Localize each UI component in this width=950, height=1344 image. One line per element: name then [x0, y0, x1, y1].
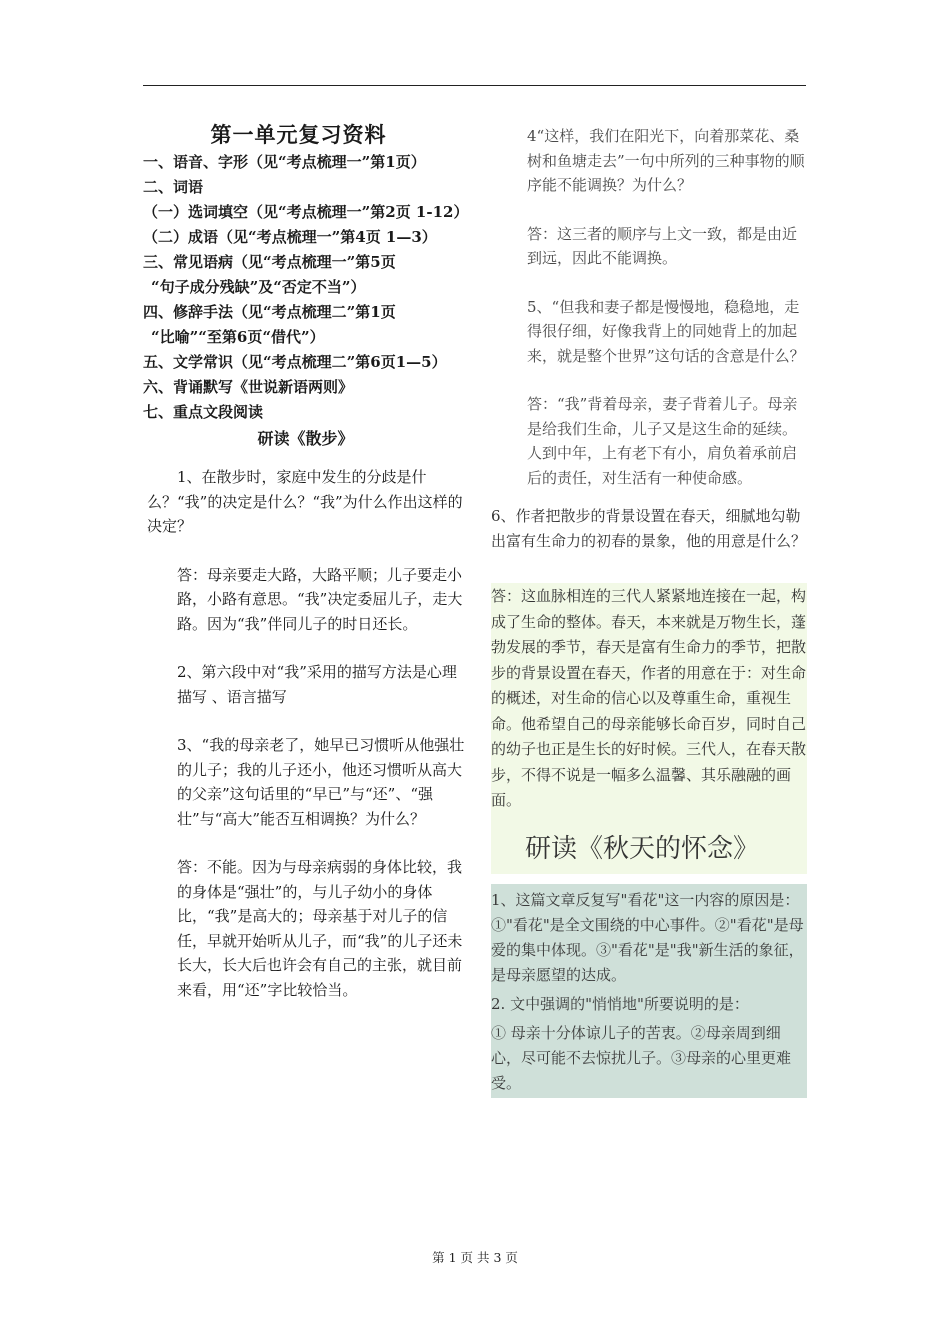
- autumn-question-2: 2. 文中强调的"悄悄地"所要说明的是：: [491, 994, 749, 1013]
- left-column: [143, 120, 468, 1002]
- question-6: 6、作者把散步的背景设置在春天，细腻地勾勒出富有生命力的初春的景象，他的用意是什么？: [491, 507, 807, 550]
- toc-item: 三、常见语病（见“考点梳理一”第5页: [143, 253, 396, 271]
- toc-item: 四、修辞手法（见“考点梳理二”第1页: [143, 303, 396, 321]
- answer-4: 答：这三者的顺序与上文一致，都是由近到远，因此不能调换。: [527, 224, 798, 267]
- highlight-teal-block: [491, 884, 807, 1098]
- toc-item: （一）选词填空（见“考点梳理一”第2页 1-12）: [143, 203, 469, 221]
- question-1: 1、在散步时，家庭中发生的分歧是什么？“我”的决定是什么？“我”为什么作出这样的决定？: [147, 468, 463, 535]
- toc-item: 七、重点文段阅读: [143, 403, 264, 421]
- toc-item: 一、语音、字形（见“考点梳理一”第1页）: [143, 153, 426, 171]
- toc-item: 五、文学常识（见“考点梳理二”第6页1—5）: [143, 353, 447, 371]
- page-title: 第一单元复习资料: [210, 122, 387, 147]
- toc-item: 六、背诵默写《世说新语两则》: [143, 378, 354, 396]
- question-2: 2、第六段中对“我”采用的描写方法是心理描写 、语言描写: [177, 663, 457, 706]
- toc-item: 二、词语: [143, 178, 204, 196]
- section-title-autumn: 研读《秋天的怀念》: [525, 833, 760, 864]
- answer-1: 答：母亲要走大路，大路平顺；儿子要走小路，小路有意思。“我”决定委屈儿子，走大路。因为“我”伴同儿子的时日还长。: [177, 565, 463, 633]
- section-title-sanbu: 研读《散步》: [257, 429, 354, 448]
- right-column: [491, 124, 809, 1098]
- autumn-answer-2: ① 母亲十分体谅儿子的苦衷。②母亲周到细心，尽可能不去惊扰儿子。③母亲的心里更难受。: [491, 1023, 792, 1092]
- toc-item: （二）成语（见“考点梳理一”第4页 1—3）: [143, 228, 437, 246]
- page-footer: 第 1 页 共 3 页: [432, 1250, 518, 1265]
- answer-6: 答：这血脉相连的三代人紧紧地连接在一起，构成了生命的整体。春天，本来就是万物生长，蓬勃发展的季节，春天是富有生命力的季节，把散步的背景设置在春天，作者的用意在于：对生命的概述，对生命的信心以及尊重生命，重视生命。他希望自己的母亲能够长命百岁，同时自己的幼子也正是生长的好时候。三代人，在春天散步，不得不说是一幅多么温馨、其乐融融的画面。: [491, 587, 807, 809]
- toc-item: “句子成分残缺”及“否定不当”）: [151, 278, 366, 296]
- question-5: 5、“但我和妻子都是慢慢地，稳稳地，走得很仔细，好像我背上的同她背上的加起来，就是整个世界”这句话的含意是什么？: [527, 297, 805, 365]
- question-4: 4“这样，我们在阳光下，向着那菜花、桑树和鱼塘走去”一句中所列的三种事物的顺序能不能调换？为什么？: [527, 127, 805, 194]
- toc-item: “比喻”“至第6页“借代”）: [151, 328, 325, 346]
- highlight-green-block: [491, 583, 807, 874]
- answer-5: 答：“我”背着母亲，妻子背着儿子。母亲是给我们生命，儿子又是这生命的延续。人到中年，上有老下有小，肩负着承前启后的责任，对生活有一种使命感。: [527, 395, 798, 487]
- header-rule: [143, 85, 806, 86]
- answer-3: 答：不能。因为与母亲病弱的身体比较，我的身体是“强壮”的，与儿子幼小的身体比，“我”是高大的；母亲基于对儿子的信任，早就开始听从儿子，而“我”的儿子还未长大，长大后也许会有自己的主张，就目前来看，用“还”字比较恰当。: [177, 858, 463, 999]
- autumn-question-1: 1、这篇文章反复写"看花"这一内容的原因是：①"看花"是全文围绕的中心事件。②"看花"是母爱的集中体现。③"看花"是"我"新生活的象征，是母亲愿望的达成。: [491, 890, 804, 984]
- question-3: 3、“我的母亲老了，她早已习惯听从他强壮的儿子；我的儿子还小，他还习惯听从高大的父亲”这句话里的“早已”与“还”、“强壮”与“高大”能否互相调换？为什么？: [177, 736, 465, 828]
- toc: [143, 150, 468, 425]
